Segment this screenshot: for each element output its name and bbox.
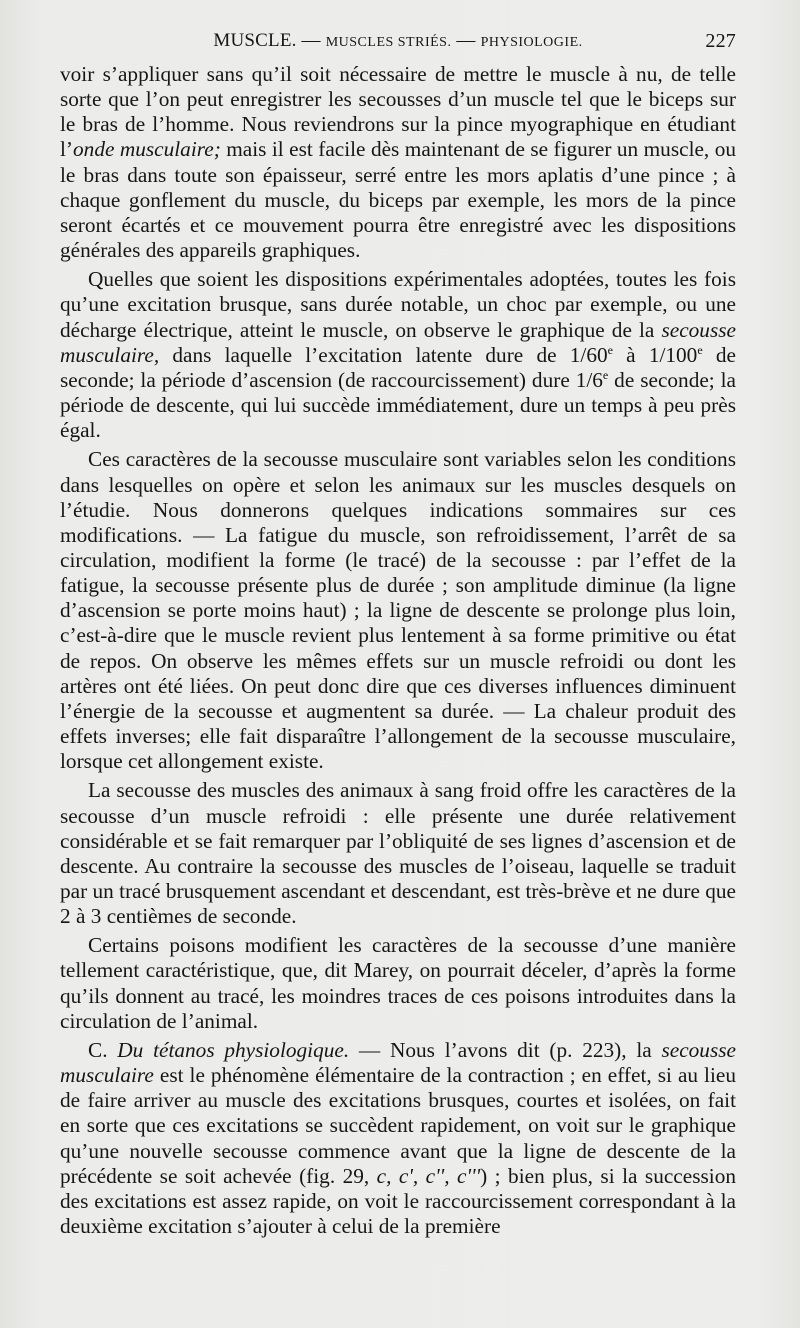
text-run: Quelles que soient les dispositions expérimentales adoptées, toutes les fois qu’une excitation brusque, sans durée notable, un choc par exemple, ou une décharge électrique, atteint le muscle, on observe le graphique de la: [60, 267, 736, 342]
body-text: [60, 62, 736, 1239]
running-head: [60, 30, 736, 58]
paragraph-tetanos: [60, 1038, 736, 1239]
italic-term: onde musculaire;: [73, 137, 221, 162]
running-title-main: MUSCLE.: [213, 30, 297, 51]
italic-figure-ref: c, c', c'', c''': [376, 1163, 481, 1188]
running-title-dash: —: [296, 30, 326, 51]
paragraph-poisons: Certains poisons modifient les caractères de la secousse d’une manière tellement caractéristique, que, dit Marey, on pourrait déceler, d’après la forme qu’ils donnent au tracé, les moindres traces de ces poisons introduites dans la circulation de l’animal.: [60, 933, 736, 1033]
paragraph-continuation: [60, 62, 736, 263]
superscript: e: [602, 367, 609, 382]
italic-term: secousse musculaire,: [60, 317, 736, 367]
text-run: ) ; bien plus, si la succession des excitations est assez rapide, on voit le raccourcissement correspondant à la deuxième excitation s’ajouter à celui de la première: [60, 1163, 736, 1239]
text-run: est le phénomène élémentaire de la contraction ; en effet, si au lieu de faire arriver au muscle des excitations brusques, courtes et isolées, on fait en sorte que ces excitations se succèdent rapidement, on voit sur le graphique qu’une nouvelle secousse commence avant que la ligne de descente de la précédente se soit achevée (fig. 29,: [60, 1063, 736, 1188]
italic-heading: Du tétanos physiologique.: [117, 1037, 350, 1062]
running-title-dash: —: [451, 30, 481, 51]
italic-term: secousse musculaire: [60, 1037, 736, 1088]
running-title: [60, 30, 736, 52]
text-run: mais il est facile dès maintenant de se figurer un muscle, ou le bras dans toute son épaisseur, serré entre les mors aplatis d’une pince ; à chaque gonflement du muscle, du biceps par exemple, les mors de la pince seront écartés et ce mouvement pourra être enregistré avec les dispositions générales des appareils graphiques.: [60, 137, 736, 263]
page-number: 227: [705, 30, 736, 52]
paragraph-sang-froid: La secousse des muscles des animaux à sang froid offre les caractères de la secousse d’un muscle refroidi : elle présente une durée relativement considérable et se fait remarquer par l’obliquité de ses lignes d’ascension et de descente. Au contraire la secousse des muscles de l’oiseau, laquelle se traduit par un tracé brusquement ascendant et descendant, est très-brève et ne dure que 2 à 3 centièmes de seconde.: [60, 778, 736, 929]
superscript: e: [697, 342, 703, 357]
paragraph-secousse: [60, 267, 736, 443]
running-title-section: MUSCLES STRIÉS.: [325, 35, 452, 50]
text-run: de seconde; la période de descente, qui lui succède immédiatement, dure un temps à peu près égal.: [60, 367, 737, 443]
text-run: voir s’appliquer sans qu’il soit nécessaire de mettre le muscle à nu, de telle sorte que l’on peut enregistrer les secousses d’un muscle tel que le biceps sur le bras de l’homme. Nous reviendrons sur la pince myographique en étudiant l’: [60, 62, 736, 162]
text-run: à 1/100: [612, 342, 698, 367]
superscript: e: [607, 342, 613, 357]
text-run: — Nous l’avons dit (p. 223), la: [349, 1037, 662, 1062]
running-title-topic: PHYSIOLOGIE.: [480, 35, 583, 50]
paragraph-caracteres: Ces caractères de la secousse musculaire sont variables selon les conditions dans lesquelles on opère et selon les animaux sur les muscles desquels on l’étudie. Nous donnerons quelques indications sommaires sur ces modifications. — La fatigue du muscle, son refroidissement, l’arrêt de sa circulation, modifient la forme (le tracé) de la secousse : par l’effet de la fatigue, la secousse présente plus de durée ; son amplitude diminue (la ligne d’ascension se porte moins haut) ; la ligne de descente se prolonge plus loin, c’est-à-dire que le muscle revient plus lentement à sa forme primitive ou état de repos. On observe les mêmes effets sur un muscle refroidi ou dont les artères ont été liées. On peut donc dire que ces diverses influences diminuent l’énergie de la secousse et augmentent sa durée. — La chaleur produit des effets inverses; elle fait disparaître l’allongement de la secousse musculaire, lorsque cet allongement existe.: [60, 447, 736, 774]
text-run: C.: [88, 1037, 118, 1062]
text-run: dans laquelle l’excitation latente dure de 1/60: [159, 342, 608, 367]
text-run: de seconde; la période d’ascension (de raccourcissement) dure 1/6: [60, 342, 736, 392]
